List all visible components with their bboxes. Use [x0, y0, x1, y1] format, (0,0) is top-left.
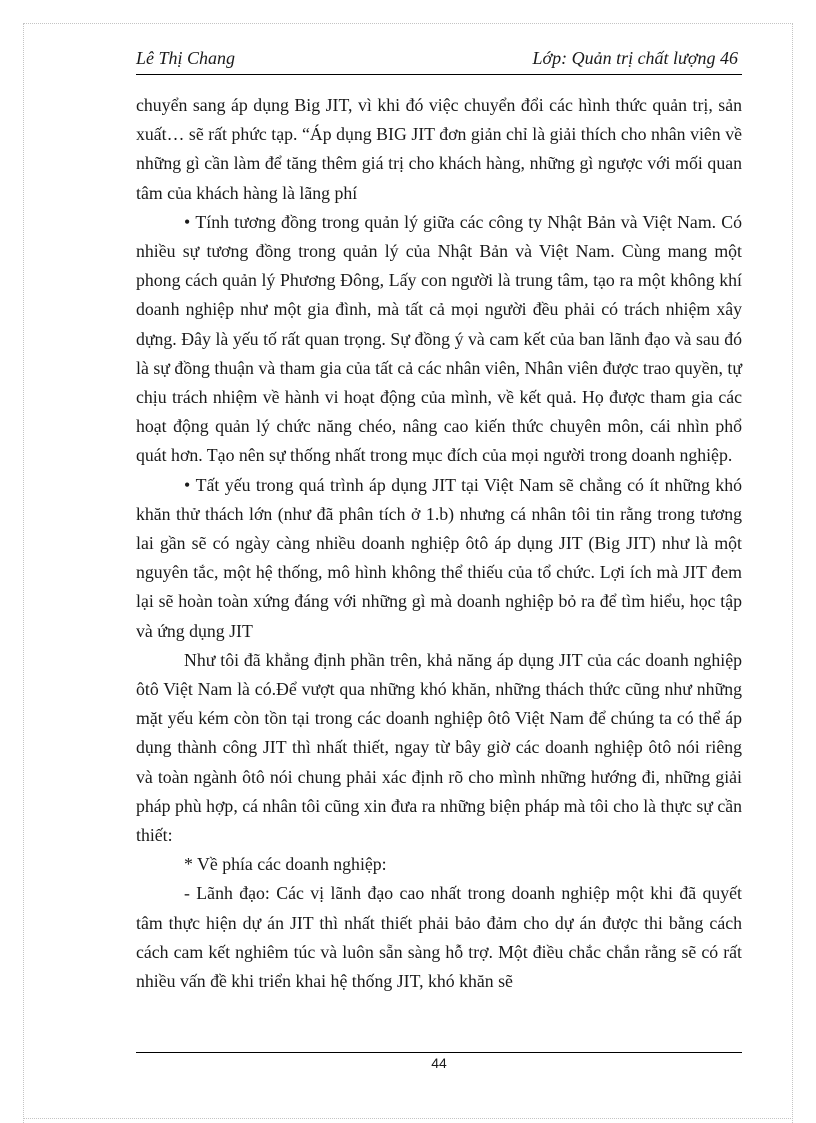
- header-class-label: Lớp: Quản trị chất lượng 46: [532, 48, 738, 68]
- page-number: 44: [431, 1055, 447, 1071]
- page-bottom-border: [23, 1118, 793, 1119]
- paragraph-bullet-similarity: • Tính tương đồng trong quản lý giữa các công ty Nhật Bản và Việt Nam. Có nhiều sự tương đồng trong quản lý của Nhật Bản và Việt Nam. Cùng mang một phong cách quản lý Phương Đông, Lấy con người là trung tâm, tạo ra một không khí doanh nghiệp như một gia đình, mà tất cả mọi người đều phải có trách nhiệm xây dựng. Đây là yếu tố rất quan trọng. Sự đồng ý và cam kết của ban lãnh đạo và sau đó là sự đồng thuận và tham gia của tất cả các nhân viên, Nhân viên được trao quyền, tự chịu trách nhiệm về hành vi hoạt động của mình, về kết quả. Họ được tham gia các hoạt động quản lý chức năng chéo, nâng cao kiến thức chuyên môn, cái nhìn phổ quát hơn. Tạo nên sự thống nhất trong mục đích của mọi người trong doanh nghiệp.: [136, 208, 742, 471]
- paragraph-enterprise-heading: * Về phía các doanh nghiệp:: [184, 854, 387, 875]
- paragraph-continuation: chuyển sang áp dụng Big JIT, vì khi đó việc chuyển đổi các hình thức quản trị, sản xuất… sẽ rất phức tạp. “Áp dụng BIG JIT đơn giản chỉ là giải thích cho nhân viên về những gì cần làm để tăng thêm giá trị cho khách hàng, những gì ngược với mối quan tâm của khách hàng là lãng phí: [136, 95, 742, 203]
- footer-divider: [136, 1052, 742, 1053]
- paragraph-solutions-intro: Như tôi đã khẳng định phần trên, khả năng áp dụng JIT của các doanh nghiệp ôtô Việt Nam là có.Để vượt qua những khó khăn, những thách thức cũng như những mặt yếu kém còn tồn tại trong các doanh nghiệp ôtô Việt Nam để chúng ta có thể áp dụng thành công JIT thì nhất thiết, ngay từ bây giờ các doanh nghiệp ôtô nói riêng và toàn ngành ôtô nói chung phải xác định rõ cho mình những hướng đi, những giải pháp phù hợp, cá nhân tôi cũng xin đưa ra những biện pháp mà tôi cho là thực sự cần thiết:: [136, 649, 742, 846]
- header-author: Lê Thị Chang: [136, 48, 236, 68]
- page-header: [136, 46, 742, 75]
- paragraph-leadership: - Lãnh đạo: Các vị lãnh đạo cao nhất trong doanh nghiệp một khi đã quyết tâm thực hiện dự án JIT thì nhất thiết phải bảo đảm cho dự án được thi bằng cách cách cam kết nghiêm túc và luôn sẵn sàng hỗ trợ. Một điều chắc chắn rằng sẽ có rất nhiều vấn đề khi triển khai hệ thống JIT, khó khăn sẽ: [136, 883, 742, 992]
- document-body: [136, 91, 742, 996]
- paragraph-bullet-inevitability: • Tất yếu trong quá trình áp dụng JIT tại Việt Nam sẽ chẳng có ít những khó khăn thử thách lớn (như đã phân tích ở 1.b) nhưng cá nhân tôi tin rằng trong tương lai gần sẽ có ngày càng nhiều doanh nghiệp ôtô áp dụng JIT (Big JIT) như là một nguyên tắc, một hệ thống, mô hình không thể thiếu của tổ chức. Lợi ích mà JIT đem lại sẽ hoàn toàn xứng đáng với những gì mà doanh nghiệp bỏ ra để tìm hiểu, học tập và ứng dụng JIT: [136, 471, 742, 646]
